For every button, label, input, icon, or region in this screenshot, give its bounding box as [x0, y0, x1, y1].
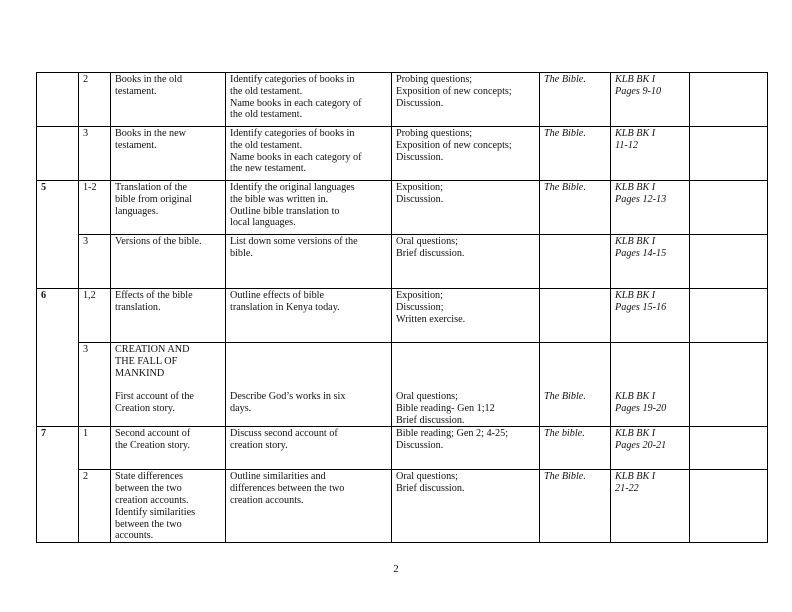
references-cell: KLB BK I Pages 15-16 [611, 289, 690, 343]
resources-cell: The Bible. [540, 343, 611, 427]
references-cell: KLB BK I Pages 20-21 [611, 427, 690, 470]
resources-cell: The bible. [540, 427, 611, 470]
lesson-cell: 1 [79, 427, 111, 470]
resources-cell: The Bible. [540, 73, 611, 127]
remarks-cell [690, 343, 768, 427]
lesson-cell: 1,2 [79, 289, 111, 343]
topic-cell: Books in the new testament. [111, 127, 226, 181]
references-cell: KLB BK I Pages 14-15 [611, 235, 690, 289]
week-cell [37, 73, 79, 127]
remarks-cell [690, 289, 768, 343]
remarks-cell [690, 127, 768, 181]
resources-cell: The Bible. [540, 127, 611, 181]
scheme-of-work-table [36, 72, 768, 543]
activities-cell: Probing questions; Exposition of new concepts; Discussion. [392, 73, 540, 127]
remarks-cell [690, 73, 768, 127]
lesson-cell: 1-2 [79, 181, 111, 235]
remarks-cell [690, 235, 768, 289]
objectives-cell: Describe God’s works in six days. [226, 343, 392, 427]
activities-cell: Probing questions; Exposition of new concepts; Discussion. [392, 127, 540, 181]
resources-cell [540, 235, 611, 289]
objectives-cell: Outline effects of bible translation in Kenya today. [226, 289, 392, 343]
page-number: 2 [393, 563, 399, 575]
references-cell: KLB BK I Pages 19-20 [611, 343, 690, 427]
table-row [37, 427, 768, 470]
activities-cell: Oral questions; Brief discussion. [392, 235, 540, 289]
resources-cell: The Bible. [540, 470, 611, 543]
topic-cell: Translation of the bible from original languages. [111, 181, 226, 235]
references-cell: KLB BK I 21-22 [611, 470, 690, 543]
table-row [37, 470, 768, 543]
references-cell: KLB BK I Pages 12-13 [611, 181, 690, 235]
topic-cell: State differences between the two creation accounts. Identify similarities between the two accounts. [111, 470, 226, 543]
objectives-cell: Discuss second account of creation story. [226, 427, 392, 470]
references-cell: KLB BK I 11-12 [611, 127, 690, 181]
remarks-cell [690, 427, 768, 470]
lesson-cell: 3 [79, 235, 111, 289]
topic-cell: Effects of the bible translation. [111, 289, 226, 343]
objectives-cell: Outline similarities and differences between the two creation accounts. [226, 470, 392, 543]
week-cell: 5 [37, 181, 79, 289]
resources-cell: The Bible. [540, 181, 611, 235]
week-cell: 6 [37, 289, 79, 427]
week-cell [37, 127, 79, 181]
topic-cell: Versions of the bible. [111, 235, 226, 289]
objectives-cell: Identify the original languages the bible was written in. Outline bible translation to local languages. [226, 181, 392, 235]
objectives-cell: Identify categories of books in the old testament. Name books in each category of the new testament. [226, 127, 392, 181]
activities-cell: Bible reading; Gen 2; 4-25; Discussion. [392, 427, 540, 470]
lesson-cell: 3 [79, 127, 111, 181]
table-row [37, 181, 768, 235]
table-row [37, 127, 768, 181]
lesson-cell: 2 [79, 470, 111, 543]
activities-cell: Exposition; Discussion; Written exercise. [392, 289, 540, 343]
activities-cell: Oral questions; Brief discussion. [392, 470, 540, 543]
topic-cell: Second account of the Creation story. [111, 427, 226, 470]
lesson-cell: 3 [79, 343, 111, 427]
table-row [37, 235, 768, 289]
remarks-cell [690, 181, 768, 235]
references-cell: KLB BK I Pages 9-10 [611, 73, 690, 127]
objectives-cell: Identify categories of books in the old testament. Name books in each category of the old testament. [226, 73, 392, 127]
table-row [37, 343, 768, 427]
week-cell: 7 [37, 427, 79, 543]
activities-cell: Exposition; Discussion. [392, 181, 540, 235]
activities-cell: Oral questions; Bible reading- Gen 1;12 Brief discussion. [392, 343, 540, 427]
objectives-cell: List down some versions of the bible. [226, 235, 392, 289]
lesson-cell: 2 [79, 73, 111, 127]
topic-cell: CREATION AND THE FALL OF MANKIND First account of the Creation story. [111, 343, 226, 427]
remarks-cell [690, 470, 768, 543]
resources-cell [540, 289, 611, 343]
table-row [37, 73, 768, 127]
topic-cell: Books in the old testament. [111, 73, 226, 127]
table-row [37, 289, 768, 343]
